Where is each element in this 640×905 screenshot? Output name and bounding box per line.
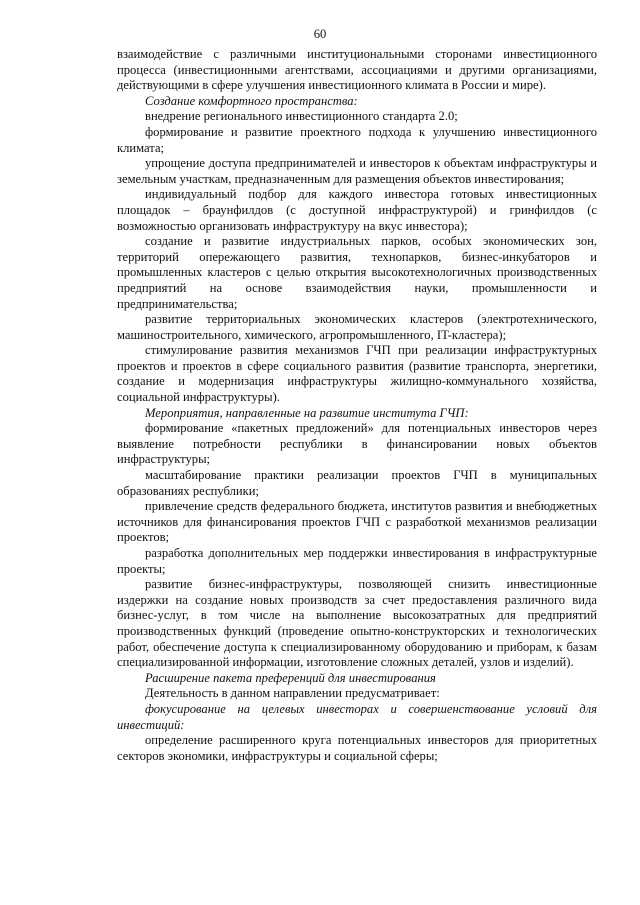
list-item: развитие территориальных экономических кластеров (электротехнического, машиностроительного, химического, агропромышленного, IT-кластера); xyxy=(117,312,597,342)
body-text xyxy=(117,47,597,764)
list-item: стимулирование развития механизмов ГЧП при реализации инфраструктурных проектов и проектов в сфере социального развития (развитие транспорта, энергетики, создание и модернизация инфраструктуры жилищно-коммунального хозяйства, социальной инфраструктуры). xyxy=(117,343,597,405)
section-heading: Создание комфортного пространства: xyxy=(145,93,358,108)
list-item: формирование «пакетных предложений» для потенциальных инвесторов через выявление потребности республики в финансировании новых объектов инфраструктуры; xyxy=(117,421,597,467)
page-number: 60 xyxy=(313,27,327,41)
subsection-heading: фокусирование на целевых инвесторах и совершенствование условий для инвестиций: xyxy=(117,701,597,732)
list-item: развитие бизнес-инфраструктуры, позволяющей снизить инвестиционные издержки на создание новых производств за счет предоставления различного вида бизнес-услуг, в том числе на выполнение высокозатратных для предприятий производственных функций (проведение опытно-конструкторских и технологических работ, обеспечение доступа к специализированному оборудованию и приборам, к базам специализированной информации, изготовление сложных деталей, узлов и изделий). xyxy=(117,577,597,670)
list-item: определение расширенного круга потенциальных инвесторов для приоритетных секторов экономики, инфраструктуры и социальной сферы; xyxy=(117,733,597,763)
list-item: создание и развитие индустриальных парков, особых экономических зон, территорий опережающего развития, технопарков, бизнес-инкубаторов и промышленных кластеров с целью открытия высокотехнологичных производственных предприятий на основе взаимодействия науки, промышленности и предпринимательства; xyxy=(117,234,597,311)
list-item: масштабирование практики реализации проектов ГЧП в муниципальных образованиях республики; xyxy=(117,468,597,498)
list-item: формирование и развитие проектного подхода к улучшению инвестиционного климата; xyxy=(117,124,597,155)
list-item: индивидуальный подбор для каждого инвестора готовых инвестиционных площадок – браунфилдов (с доступной инфраструктурой) и гринфилдов (с возможностью организовать инфраструктуру на вкус инвестора); xyxy=(117,187,597,233)
list-item: внедрение регионального инвестиционного стандарта 2.0; xyxy=(145,109,458,124)
list-item: привлечение средств федерального бюджета, институтов развития и внебюджетных источников для финансирования проектов ГЧП с разработкой механизмов реализации проектов; xyxy=(117,499,597,545)
section-heading: Расширение пакета преференций для инвестирования xyxy=(145,670,436,685)
paragraph-continuation: взаимодействие с различными институциональными сторонами инвестиционного процесса (инвестиционными агентствами, ассоциациями и другими организациями, действующими в сфере улучшения инвестиционного климата в России и мире). xyxy=(117,47,597,93)
list-item: разработка дополнительных мер поддержки инвестирования в инфраструктурные проекты; xyxy=(117,546,597,576)
section-heading: Мероприятия, направленные на развитие института ГЧП: xyxy=(145,405,469,420)
list-item: Деятельность в данном направлении предусматривает: xyxy=(145,686,440,701)
list-item: упрощение доступа предпринимателей и инвесторов к объектам инфраструктуры и земельным участкам, предназначенным для размещения объектов инвестирования; xyxy=(117,156,597,186)
